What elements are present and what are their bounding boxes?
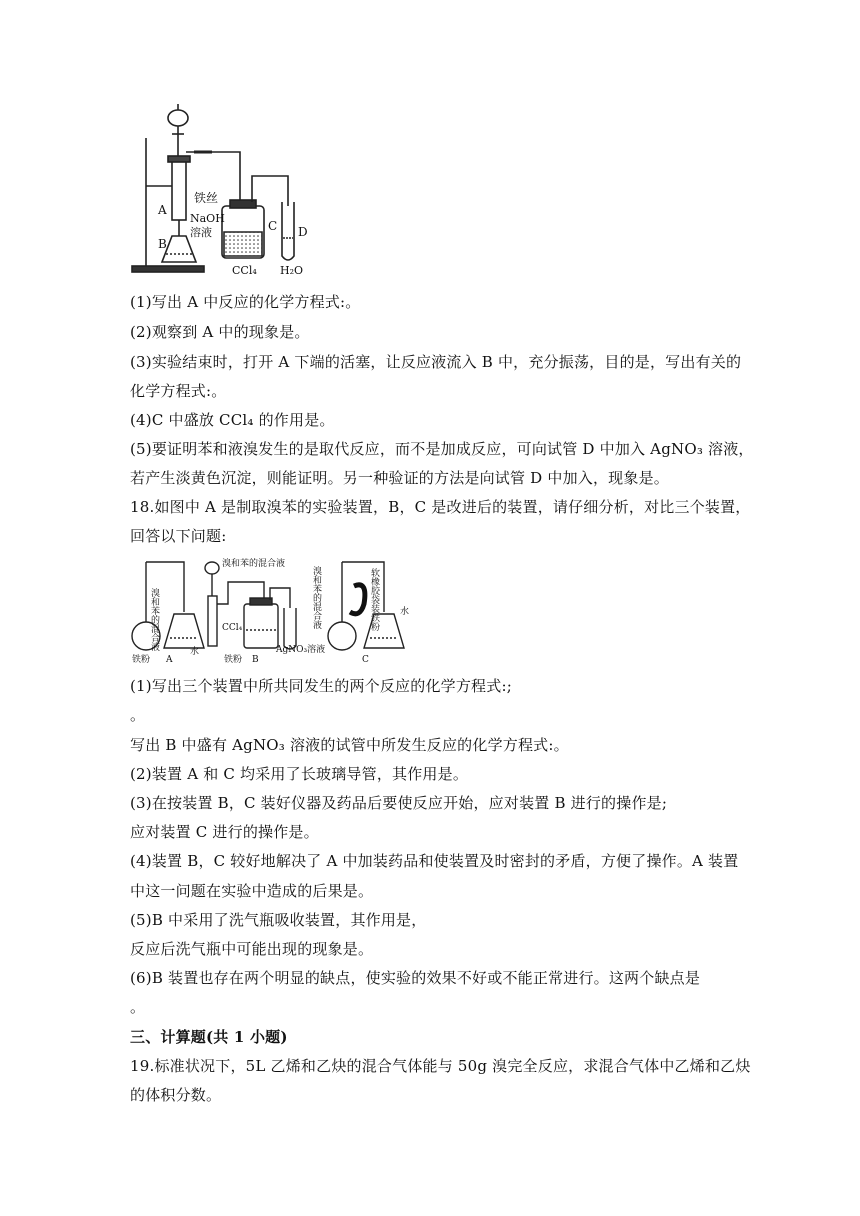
- q18-part1-line1: (1)写出三个装置中所共同发生的两个反应的化学方程式:;: [130, 677, 512, 695]
- label-ccl4: CCl₄: [232, 264, 257, 277]
- q18-part6-line2: 。: [130, 998, 146, 1016]
- c-label-mix: 溴和苯的混合液: [311, 566, 321, 629]
- q19-line2: 的体积分数。: [130, 1086, 222, 1104]
- q17-part3-line2: 化学方程式:。: [130, 382, 227, 400]
- b-label-mix: 溴和苯的混合液: [222, 559, 286, 569]
- label-h2o: H₂O: [280, 264, 304, 277]
- q18-part4-line1: (4)装置 B，C 较好地解决了 A 中加装药品和使装置及时密封的矛盾，方便了操作。A 装置: [130, 852, 739, 870]
- label-a: A: [158, 203, 167, 217]
- label-tiesi: 铁丝: [194, 191, 219, 205]
- label-rongye: 溶液: [190, 226, 212, 239]
- section-heading: 三、计算题(共 1 小题): [130, 1028, 288, 1046]
- b-label-agno3: AgNO₃溶液: [276, 645, 326, 655]
- q18-intro-line1: 18.如图中 A 是制取溴苯的实验装置，B，C 是改进后的装置，请仔细分析，对比三个装置，: [130, 498, 751, 516]
- q17-part1: (1)写出 A 中反应的化学方程式:。: [130, 293, 361, 311]
- b-label-fe: 铁粉: [224, 655, 243, 665]
- c-label-bag: 软橡胶袋装铁粉: [369, 568, 379, 631]
- q18-part4-line2: 中这一问题在实验中造成的后果是。: [130, 882, 374, 900]
- q17-part2: (2)观察到 A 中的现象是。: [130, 323, 310, 341]
- label-c: C: [268, 219, 278, 233]
- b-caption: B: [252, 655, 259, 665]
- q17-part4: (4)C 中盛放 CCl₄ 的作用是。: [130, 411, 335, 429]
- q17-part3-line1: (3)实验结束时，打开 A 下端的活塞，让反应液流入 B 中，充分振荡，目的是，写出有关的: [130, 353, 742, 371]
- q18-part1-line3: 写出 B 中盛有 AgNO₃ 溶液的试管中所发生反应的化学方程式:。: [130, 736, 569, 754]
- c-caption: C: [362, 655, 369, 665]
- a-label-tube: 溴和苯的混合液: [149, 588, 159, 651]
- a-label-fe: 铁粉: [132, 655, 151, 665]
- label-b: B: [158, 237, 167, 251]
- apparatus-figure-2: [128, 552, 418, 668]
- a-label-water: 水: [190, 647, 200, 657]
- label-d: D: [298, 225, 308, 239]
- q18-part1-line2: 。: [130, 706, 146, 724]
- q17-part5-line2: 若产生淡黄色沉淀，则能证明。另一种验证的方法是向试管 D 中加入，现象是。: [130, 469, 669, 487]
- q18-part6-line1: (6)B 装置也存在两个明显的缺点，使实验的效果不好或不能正常进行。这两个缺点是: [130, 969, 701, 987]
- c-label-water: 水: [400, 607, 410, 617]
- q18-part5-line2: 反应后洗气瓶中可能出现的现象是。: [130, 940, 374, 958]
- q18-part3-line2: 应对装置 C 进行的操作是。: [130, 823, 319, 841]
- label-naoh: NaOH: [190, 212, 225, 225]
- q18-part5-line1: (5)B 中采用了洗气瓶吸收装置，其作用是，: [130, 911, 427, 929]
- q18-part2: (2)装置 A 和 C 均采用了长玻璃导管，其作用是。: [130, 765, 469, 783]
- apparatus-figure-1: [128, 98, 308, 280]
- a-caption: A: [166, 655, 173, 665]
- q18-intro-line2: 回答以下问题:: [130, 527, 227, 545]
- q19-line1: 19.标准状况下，5L 乙烯和乙炔的混合气体能与 50g 溴完全反应，求混合气体中乙烯和乙炔: [130, 1057, 751, 1075]
- q17-part5-line1: (5)要证明苯和液溴发生的是取代反应，而不是加成反应，可向试管 D 中加入 AgNO₃ 溶液，: [130, 440, 754, 458]
- q18-part3-line1: (3)在按装置 B，C 装好仪器及药品后要使反应开始，应对装置 B 进行的操作是;: [130, 794, 668, 812]
- b-label-ccl4: CCl₄: [222, 623, 243, 633]
